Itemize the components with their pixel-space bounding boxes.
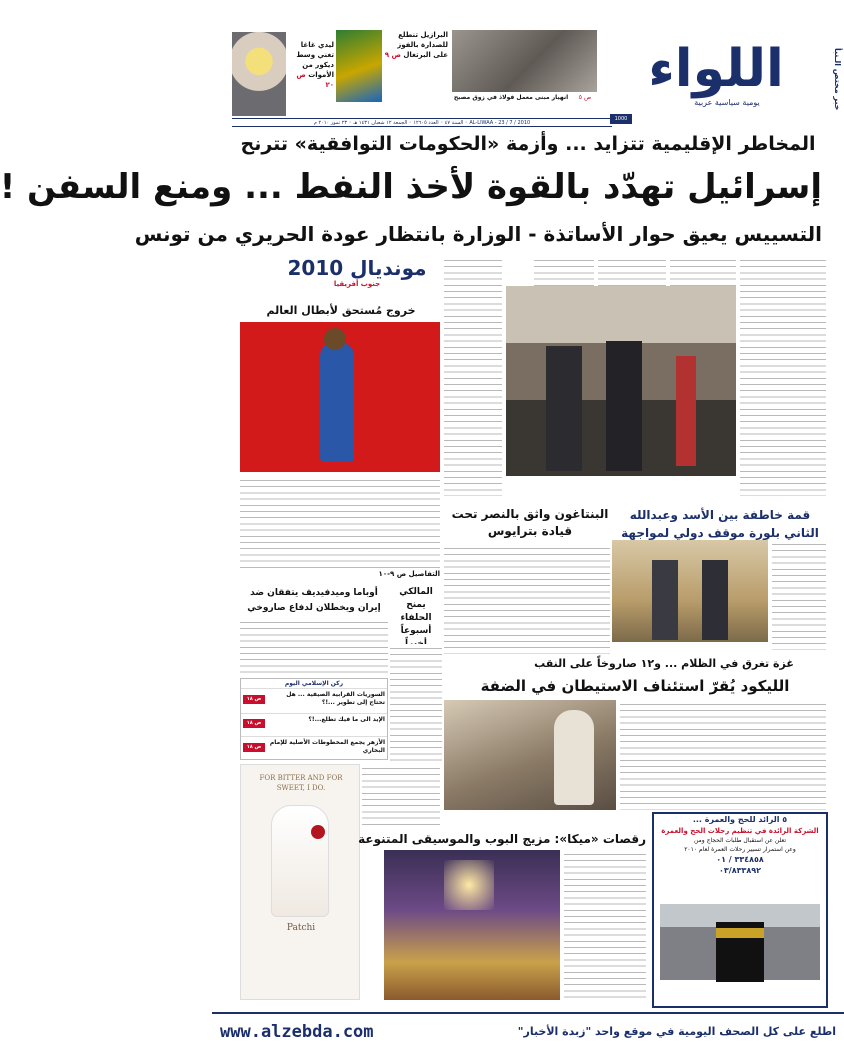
lead-photo [506, 286, 736, 476]
player-figure [320, 342, 354, 462]
index-item-text: الإيد الى ما فيك تطلع...!؟ [308, 716, 385, 723]
date-line: AL-LIWAA - 23 / 7 / 2010 ◦ السنة ٤٧ ◦ العدد ١٢٦٠٥ ◦ الجمعة ١٢ شعبان ١٤٣١ هـ ◦ ٢٣ تموز ٢٠١٠ م [313, 120, 531, 126]
mica-photo-stage-light [444, 860, 494, 910]
player-head [324, 328, 346, 350]
index-item[interactable] [241, 713, 387, 736]
newspaper-logo: اللواء [648, 39, 784, 99]
mica-headline: رقصات «ميكا»: مزيج البوب والموسيقى المتنوعة [358, 832, 646, 846]
side-slogan: خبر مختص الـنبأ [833, 47, 842, 110]
index-box [240, 678, 388, 760]
mica-photo [384, 850, 560, 1000]
teaser-text-brazil [382, 30, 448, 100]
hajj-line-1: الشركة الرائدة في تنظيم رحلات الحج والعمرة [661, 827, 819, 835]
gaza-photo [444, 700, 616, 810]
gaza-photo-figure [554, 710, 594, 805]
maliki-headline: المالكي يمنح الحلفاء أسبوعاً [399, 587, 433, 636]
hajj-line-3: وعن استمرار تسيير رحلات العمرة لعام ٢٠١٠ [684, 846, 796, 853]
index-title: ركن الإسلامي اليوم [284, 680, 344, 687]
world-cup-banner: خروج مُستحق لأبطال العالم [266, 304, 416, 317]
date-strip [232, 118, 612, 127]
pentagon-headline: البنتاغون واثق بالنصر تحت قيادة بترايوس [451, 507, 609, 538]
teaser-brazil-title: البرازيل تنطلع للصدارة بالفوز على البرتغال [397, 31, 448, 59]
patchi-ad [240, 764, 360, 1000]
assad-headline: قمة خاطفة بين الأسد وعبدالله الثاني بلورة موقف دولي لمواجهة [621, 508, 819, 540]
index-item[interactable] [241, 736, 387, 761]
assad-photo [612, 540, 768, 642]
obama-body [240, 618, 388, 674]
lead-photo-figure-2 [606, 341, 642, 471]
gaza-headline: غزة تغرق في الظلام ... و١٢ صاروخاً على النقب [534, 657, 794, 670]
kaaba-image [660, 904, 820, 980]
secondary-headline: التسييس يعيق حوار الأساتذة - الوزارة بانتظار عودة الحريري من تونس [134, 222, 822, 246]
obama-headline: أوباما وميدفيديف يتفقان ضد إيران ويخطلان لدفاع صاروخي [247, 588, 381, 613]
column-body-1 [444, 256, 502, 496]
masthead [212, 0, 844, 132]
kicker-headline: المخاطر الإقليمية تتزايد ... وأزمة «الحكومات التوافقية» تترنح [240, 133, 816, 155]
index-item-page: ص ١٨ [243, 743, 265, 752]
assorted-body [362, 764, 440, 826]
index-item-text: السوريات القرابية الصيفية ... هل تحتاج إلى تطوير ...!؟ [286, 691, 385, 706]
price-badge: 1000 ل.ل [610, 114, 632, 124]
logo-subtitle: يومية سياسية عربية [694, 98, 760, 107]
world-cup-logo-sub: جنوب أفريقيا [333, 280, 381, 288]
assad-photo-figure-1 [652, 560, 678, 640]
world-cup-body [240, 476, 440, 570]
teaser-text-gaga [288, 40, 334, 100]
teaser-gaga-title: ليدي غاغا تغني وسط ديكور من الأموات [296, 41, 334, 79]
world-cup-photo [240, 322, 440, 472]
lead-photo-figure-1 [546, 346, 582, 471]
likud-headline: الليكود يُقرّ استئناف الاستيطان في الضفة [480, 677, 790, 695]
hajj-tel-1: ٣٣٤٨٥٨ / ٠١ [716, 855, 764, 864]
hajj-ad [652, 812, 828, 1008]
index-item-page: ص ١٨ [243, 695, 265, 704]
teaser-gaga-page: ص ٢٠ [296, 71, 334, 89]
bride-figure [271, 805, 329, 917]
hajj-title: ٥ الرائد للحج والعمرة ... [692, 815, 788, 824]
teaser-photo-football [336, 30, 382, 102]
world-cup-ref: التفاصيل ص ٩-١٠ [378, 570, 440, 578]
footer-site-link[interactable]: www.alzebda.com [220, 1022, 374, 1042]
footer-text: اطلع على كل الصحف اليومية في موقع واحد "زبدة الأخبار" [517, 1025, 836, 1038]
maliki-body [390, 644, 442, 762]
world-cup-logo-text: مونديال 2010 [287, 256, 427, 280]
index-item-text: الأزهر يجمع المخطوطات الأصلية للإمام البخاري [269, 739, 385, 754]
footer-bar [212, 1012, 844, 1047]
index-item-page: ص ١٨ [243, 719, 265, 728]
lead-photo-guard [676, 356, 696, 466]
patchi-brand: Patchi [286, 923, 316, 933]
teaser-brazil-page: ص ٩ [384, 51, 401, 59]
main-headline: إسرائيل تهدّد بالقوة لأخذ النفط ... ومنع السفن ! [0, 167, 822, 207]
index-item[interactable] [241, 688, 387, 713]
assad-body [772, 540, 826, 650]
teaser-photo-gaga [232, 32, 286, 116]
assad-photo-figure-2 [702, 560, 728, 640]
pentagon-body [444, 544, 610, 654]
column-body-5 [740, 256, 826, 496]
teaser-caption-building: انهيار مبنى معمل فولاذ في زوق مصبح [453, 94, 569, 101]
rose-icon [311, 825, 325, 839]
world-cup-logo [272, 256, 442, 290]
hajj-line-2: تعلن عن استقبال طلبات الحجاج ومن [693, 837, 786, 844]
likud-body [620, 700, 826, 810]
hajj-tel-2: ٠٣/٨٣٣٨٩٢ [719, 866, 761, 875]
mica-body [564, 850, 646, 1000]
kaaba-icon [716, 922, 764, 982]
teaser-page-building: ص ٥ [578, 94, 592, 101]
patchi-quote: FOR BITTER AND FOR SWEET, I DO. [259, 774, 343, 792]
teaser-photo-building [452, 30, 597, 92]
